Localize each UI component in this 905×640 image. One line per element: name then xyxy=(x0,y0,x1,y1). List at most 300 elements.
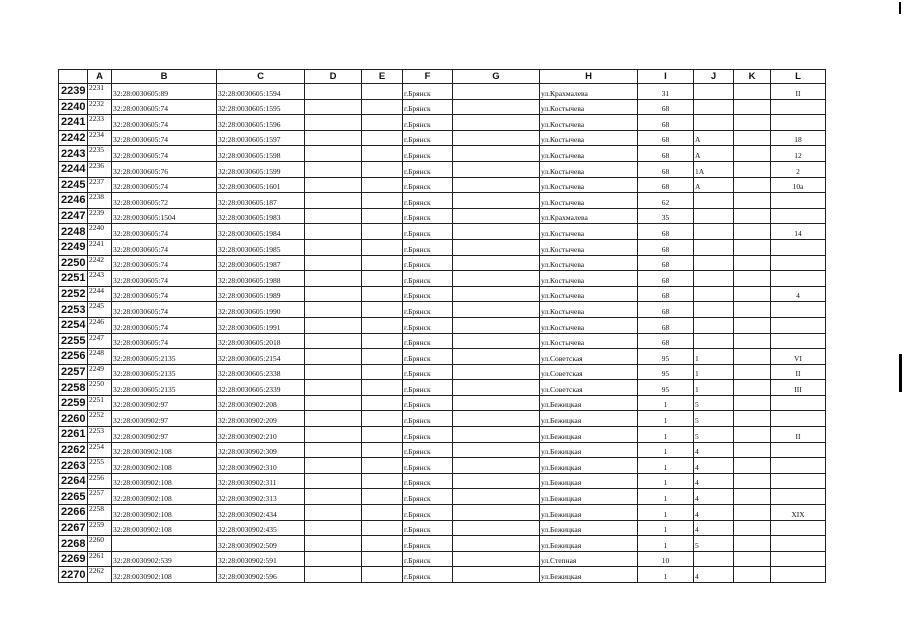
cell-j xyxy=(694,224,734,240)
cell-a: 2241 xyxy=(88,239,112,255)
cell-k xyxy=(734,411,771,427)
cell-b: 32:28:0030605:2135 xyxy=(112,349,217,365)
cell-h: ул.Советская xyxy=(540,349,638,365)
cell-h: ул.Бежицкая xyxy=(540,395,638,411)
cell-f: г.Брянск xyxy=(403,271,453,287)
cell-d xyxy=(305,411,362,427)
cell-k xyxy=(734,473,771,489)
cell-l: II xyxy=(771,84,826,100)
cell-h: ул.Бежицкая xyxy=(540,520,638,536)
cell-e xyxy=(362,146,403,162)
cell-a: 2259 xyxy=(88,520,112,536)
cell-i: 68 xyxy=(638,177,694,193)
cell-e xyxy=(362,473,403,489)
cell-h: ул.Бежицкая xyxy=(540,427,638,443)
cell-h: ул.Костычева xyxy=(540,146,638,162)
cell-c: 32:28:0030605:1601 xyxy=(217,177,305,193)
row-number: 2267 xyxy=(59,520,88,536)
cell-d xyxy=(305,146,362,162)
row-number: 2255 xyxy=(59,333,88,349)
cell-j xyxy=(694,84,734,100)
cell-f: г.Брянск xyxy=(403,177,453,193)
cell-g xyxy=(453,115,540,131)
cell-d xyxy=(305,84,362,100)
row-number: 2258 xyxy=(59,380,88,396)
cell-f: г.Брянск xyxy=(403,427,453,443)
cell-d xyxy=(305,489,362,505)
cell-e xyxy=(362,130,403,146)
cell-h: ул.Бежицкая xyxy=(540,505,638,521)
cell-g xyxy=(453,84,540,100)
cell-b: 32:28:0030902:97 xyxy=(112,427,217,443)
cell-l: II xyxy=(771,364,826,380)
cell-f: г.Брянск xyxy=(403,395,453,411)
cell-i: 1 xyxy=(638,505,694,521)
table-row xyxy=(59,286,826,302)
cell-i: 1 xyxy=(638,489,694,505)
cell-i: 68 xyxy=(638,302,694,318)
cell-b xyxy=(112,536,217,552)
cell-i: 1 xyxy=(638,473,694,489)
cell-f: г.Брянск xyxy=(403,286,453,302)
cell-f: г.Брянск xyxy=(403,536,453,552)
cell-h: ул.Костычева xyxy=(540,302,638,318)
cell-b: 32:28:0030902:108 xyxy=(112,520,217,536)
cell-j: А xyxy=(694,177,734,193)
cell-l: VI xyxy=(771,349,826,365)
cell-l: 12 xyxy=(771,146,826,162)
cell-b: 32:28:0030605:72 xyxy=(112,193,217,209)
cell-i: 95 xyxy=(638,349,694,365)
cell-g xyxy=(453,302,540,318)
cell-i: 1 xyxy=(638,567,694,583)
cell-d xyxy=(305,177,362,193)
column-header-c: C xyxy=(217,70,305,84)
cell-b: 32:28:0030605:74 xyxy=(112,317,217,333)
cell-e xyxy=(362,255,403,271)
cell-c: 32:28:0030605:1596 xyxy=(217,115,305,131)
cell-b: 32:28:0030902:97 xyxy=(112,395,217,411)
cell-e xyxy=(362,567,403,583)
cell-b: 32:28:0030605:74 xyxy=(112,146,217,162)
cell-f: г.Брянск xyxy=(403,146,453,162)
cell-l xyxy=(771,520,826,536)
cell-c: 32:28:0030902:591 xyxy=(217,551,305,567)
cell-k xyxy=(734,520,771,536)
cell-e xyxy=(362,193,403,209)
row-number: 2265 xyxy=(59,489,88,505)
row-number: 2268 xyxy=(59,536,88,552)
cell-b: 32:28:0030605:74 xyxy=(112,239,217,255)
cell-i: 35 xyxy=(638,208,694,224)
cell-c: 32:28:0030605:187 xyxy=(217,193,305,209)
cell-k xyxy=(734,395,771,411)
cell-j: 5 xyxy=(694,411,734,427)
table-row xyxy=(59,255,826,271)
cell-h: ул.Костычева xyxy=(540,177,638,193)
cell-i: 95 xyxy=(638,364,694,380)
cell-d xyxy=(305,224,362,240)
table-row xyxy=(59,193,826,209)
cell-i: 1 xyxy=(638,427,694,443)
cell-d xyxy=(305,239,362,255)
row-number: 2251 xyxy=(59,271,88,287)
cell-i: 1 xyxy=(638,536,694,552)
cell-h: ул.Костычева xyxy=(540,255,638,271)
row-number: 2263 xyxy=(59,458,88,474)
cell-l xyxy=(771,551,826,567)
cell-j xyxy=(694,255,734,271)
cell-e xyxy=(362,458,403,474)
cell-j: 4 xyxy=(694,567,734,583)
table-row xyxy=(59,349,826,365)
table-row xyxy=(59,505,826,521)
cell-a: 2257 xyxy=(88,489,112,505)
cell-g xyxy=(453,520,540,536)
cell-k xyxy=(734,489,771,505)
cell-e xyxy=(362,520,403,536)
cell-l xyxy=(771,536,826,552)
cell-l xyxy=(771,208,826,224)
cell-a: 2246 xyxy=(88,317,112,333)
table-row xyxy=(59,473,826,489)
cell-h: ул.Крахмалева xyxy=(540,84,638,100)
row-number: 2266 xyxy=(59,505,88,521)
cell-d xyxy=(305,505,362,521)
cell-b: 32:28:0030902:108 xyxy=(112,489,217,505)
column-header-e: E xyxy=(362,70,403,84)
cell-a: 2234 xyxy=(88,130,112,146)
cell-d xyxy=(305,193,362,209)
cell-f: г.Брянск xyxy=(403,458,453,474)
cell-k xyxy=(734,177,771,193)
spreadsheet-table xyxy=(58,69,826,583)
cell-j xyxy=(694,271,734,287)
cell-l: III xyxy=(771,380,826,396)
cell-j: А xyxy=(694,146,734,162)
cell-j xyxy=(694,333,734,349)
cell-h: ул.Советская xyxy=(540,380,638,396)
cell-c: 32:28:0030902:435 xyxy=(217,520,305,536)
cell-e xyxy=(362,317,403,333)
table-row xyxy=(59,115,826,131)
row-number: 2243 xyxy=(59,146,88,162)
cell-g xyxy=(453,333,540,349)
cell-d xyxy=(305,99,362,115)
cell-a: 2256 xyxy=(88,473,112,489)
cell-a: 2233 xyxy=(88,115,112,131)
cell-k xyxy=(734,255,771,271)
cell-d xyxy=(305,473,362,489)
row-number: 2270 xyxy=(59,567,88,583)
cell-b: 32:28:0030902:539 xyxy=(112,551,217,567)
column-header-d: D xyxy=(305,70,362,84)
cell-k xyxy=(734,115,771,131)
cell-b: 32:28:0030605:74 xyxy=(112,302,217,318)
table-row xyxy=(59,317,826,333)
table-row xyxy=(59,224,826,240)
cell-i: 68 xyxy=(638,271,694,287)
column-header-j: J xyxy=(694,70,734,84)
cell-b: 32:28:0030902:108 xyxy=(112,458,217,474)
cell-g xyxy=(453,317,540,333)
cell-i: 10 xyxy=(638,551,694,567)
column-header-a: A xyxy=(88,70,112,84)
cell-l xyxy=(771,395,826,411)
cell-a: 2240 xyxy=(88,224,112,240)
cell-b: 32:28:0030605:74 xyxy=(112,271,217,287)
cell-g xyxy=(453,536,540,552)
cell-e xyxy=(362,302,403,318)
cell-a: 2247 xyxy=(88,333,112,349)
cell-c: 32:28:0030902:596 xyxy=(217,567,305,583)
cell-k xyxy=(734,536,771,552)
cell-c: 32:28:0030902:210 xyxy=(217,427,305,443)
cell-f: г.Брянск xyxy=(403,255,453,271)
cell-l xyxy=(771,458,826,474)
table-row xyxy=(59,84,826,100)
cell-j: 4 xyxy=(694,458,734,474)
cell-j: 1 xyxy=(694,349,734,365)
cell-e xyxy=(362,536,403,552)
cell-k xyxy=(734,505,771,521)
table-row xyxy=(59,333,826,349)
cell-k xyxy=(734,146,771,162)
cell-b: 32:28:0030902:97 xyxy=(112,411,217,427)
cell-a: 2248 xyxy=(88,349,112,365)
cell-b: 32:28:0030902:108 xyxy=(112,567,217,583)
cell-d xyxy=(305,333,362,349)
cell-e xyxy=(362,364,403,380)
cell-l: 14 xyxy=(771,224,826,240)
cell-b: 32:28:0030605:74 xyxy=(112,130,217,146)
cell-l: 4 xyxy=(771,286,826,302)
cell-b: 32:28:0030902:108 xyxy=(112,442,217,458)
cell-d xyxy=(305,302,362,318)
cell-l xyxy=(771,302,826,318)
cell-j xyxy=(694,239,734,255)
column-header-l: L xyxy=(771,70,826,84)
cell-g xyxy=(453,177,540,193)
cell-l xyxy=(771,193,826,209)
cell-i: 68 xyxy=(638,317,694,333)
cell-j: 4 xyxy=(694,505,734,521)
cell-a: 2254 xyxy=(88,442,112,458)
cell-k xyxy=(734,224,771,240)
cell-g xyxy=(453,442,540,458)
cell-l: II xyxy=(771,427,826,443)
cell-k xyxy=(734,84,771,100)
cell-c: 32:28:0030902:509 xyxy=(217,536,305,552)
cell-f: г.Брянск xyxy=(403,302,453,318)
row-number: 2262 xyxy=(59,442,88,458)
cell-j: 4 xyxy=(694,489,734,505)
corner-cell xyxy=(59,70,88,84)
cell-j xyxy=(694,317,734,333)
cell-a: 2261 xyxy=(88,551,112,567)
cell-k xyxy=(734,271,771,287)
cell-f: г.Брянск xyxy=(403,349,453,365)
column-header-i: I xyxy=(638,70,694,84)
cell-a: 2236 xyxy=(88,161,112,177)
cell-j: 1 xyxy=(694,380,734,396)
cell-i: 1 xyxy=(638,395,694,411)
cell-i: 31 xyxy=(638,84,694,100)
cell-g xyxy=(453,239,540,255)
cell-g xyxy=(453,130,540,146)
cell-j: 1 xyxy=(694,364,734,380)
cell-d xyxy=(305,130,362,146)
cell-a: 2243 xyxy=(88,271,112,287)
cell-f: г.Брянск xyxy=(403,99,453,115)
cell-h: ул.Бежицкая xyxy=(540,489,638,505)
cell-f: г.Брянск xyxy=(403,520,453,536)
cell-c: 32:28:0030605:1985 xyxy=(217,239,305,255)
cell-h: ул.Костычева xyxy=(540,333,638,349)
table-row xyxy=(59,427,826,443)
cell-i: 68 xyxy=(638,99,694,115)
row-number: 2264 xyxy=(59,473,88,489)
cell-a: 2258 xyxy=(88,505,112,521)
cell-e xyxy=(362,177,403,193)
cell-e xyxy=(362,115,403,131)
cell-l xyxy=(771,333,826,349)
cell-k xyxy=(734,302,771,318)
cell-h: ул.Костычева xyxy=(540,286,638,302)
cell-e xyxy=(362,271,403,287)
cell-g xyxy=(453,146,540,162)
cell-i: 68 xyxy=(638,239,694,255)
cell-c: 32:28:0030605:1991 xyxy=(217,317,305,333)
cell-c: 32:28:0030605:1983 xyxy=(217,208,305,224)
cell-l xyxy=(771,271,826,287)
cell-a: 2237 xyxy=(88,177,112,193)
cell-i: 68 xyxy=(638,286,694,302)
cell-j xyxy=(694,208,734,224)
table-row xyxy=(59,380,826,396)
row-number: 2259 xyxy=(59,395,88,411)
column-header-h: H xyxy=(540,70,638,84)
cell-h: ул.Костычева xyxy=(540,239,638,255)
cell-d xyxy=(305,520,362,536)
cell-l: 2 xyxy=(771,161,826,177)
cell-j: 5 xyxy=(694,395,734,411)
cell-b: 32:28:0030605:89 xyxy=(112,84,217,100)
row-number: 2239 xyxy=(59,84,88,100)
cell-g xyxy=(453,161,540,177)
cell-k xyxy=(734,333,771,349)
cell-g xyxy=(453,286,540,302)
cell-h: ул.Костычева xyxy=(540,99,638,115)
cell-d xyxy=(305,115,362,131)
row-number: 2252 xyxy=(59,286,88,302)
cell-c: 32:28:0030605:1594 xyxy=(217,84,305,100)
table-row xyxy=(59,567,826,583)
cell-b: 32:28:0030605:74 xyxy=(112,99,217,115)
cell-l xyxy=(771,115,826,131)
row-number: 2260 xyxy=(59,411,88,427)
row-number: 2253 xyxy=(59,302,88,318)
cell-b: 32:28:0030605:74 xyxy=(112,224,217,240)
cell-a: 2235 xyxy=(88,146,112,162)
cell-i: 1 xyxy=(638,411,694,427)
row-number: 2269 xyxy=(59,551,88,567)
cell-j: 4 xyxy=(694,442,734,458)
column-header-k: K xyxy=(734,70,771,84)
row-number: 2261 xyxy=(59,427,88,443)
cell-b: 32:28:0030605:74 xyxy=(112,255,217,271)
cell-i: 68 xyxy=(638,161,694,177)
scan-margin-mark xyxy=(899,2,901,14)
cell-l xyxy=(771,489,826,505)
cell-g xyxy=(453,271,540,287)
cell-e xyxy=(362,442,403,458)
cell-d xyxy=(305,286,362,302)
cell-f: г.Брянск xyxy=(403,411,453,427)
cell-k xyxy=(734,130,771,146)
cell-g xyxy=(453,489,540,505)
table-row xyxy=(59,520,826,536)
cell-i: 62 xyxy=(638,193,694,209)
cell-d xyxy=(305,458,362,474)
column-header-g: G xyxy=(453,70,540,84)
cell-d xyxy=(305,536,362,552)
cell-h: ул.Бежицкая xyxy=(540,536,638,552)
cell-f: г.Брянск xyxy=(403,84,453,100)
cell-c: 32:28:0030605:1595 xyxy=(217,99,305,115)
cell-f: г.Брянск xyxy=(403,567,453,583)
cell-e xyxy=(362,286,403,302)
table-row xyxy=(59,271,826,287)
table-row xyxy=(59,411,826,427)
cell-f: г.Брянск xyxy=(403,473,453,489)
cell-e xyxy=(362,84,403,100)
cell-k xyxy=(734,317,771,333)
cell-j xyxy=(694,193,734,209)
table-row xyxy=(59,130,826,146)
cell-g xyxy=(453,364,540,380)
row-number: 2246 xyxy=(59,193,88,209)
cell-j xyxy=(694,302,734,318)
cell-j: 4 xyxy=(694,520,734,536)
cell-e xyxy=(362,505,403,521)
cell-h: ул.Бежицкая xyxy=(540,442,638,458)
cell-b: 32:28:0030605:2135 xyxy=(112,364,217,380)
cell-f: г.Брянск xyxy=(403,193,453,209)
cell-b: 32:28:0030605:74 xyxy=(112,115,217,131)
cell-d xyxy=(305,395,362,411)
cell-j xyxy=(694,99,734,115)
cell-g xyxy=(453,208,540,224)
cell-e xyxy=(362,349,403,365)
cell-h: ул.Костычева xyxy=(540,271,638,287)
cell-f: г.Брянск xyxy=(403,364,453,380)
cell-g xyxy=(453,193,540,209)
row-number: 2244 xyxy=(59,161,88,177)
cell-g xyxy=(453,551,540,567)
cell-d xyxy=(305,567,362,583)
row-number: 2240 xyxy=(59,99,88,115)
table-row xyxy=(59,442,826,458)
cell-c: 32:28:0030902:310 xyxy=(217,458,305,474)
cell-d xyxy=(305,161,362,177)
cell-c: 32:28:0030605:1990 xyxy=(217,302,305,318)
cell-j: 5 xyxy=(694,427,734,443)
cell-h: ул.Костычева xyxy=(540,224,638,240)
cell-g xyxy=(453,349,540,365)
cell-i: 68 xyxy=(638,146,694,162)
cell-i: 1 xyxy=(638,442,694,458)
